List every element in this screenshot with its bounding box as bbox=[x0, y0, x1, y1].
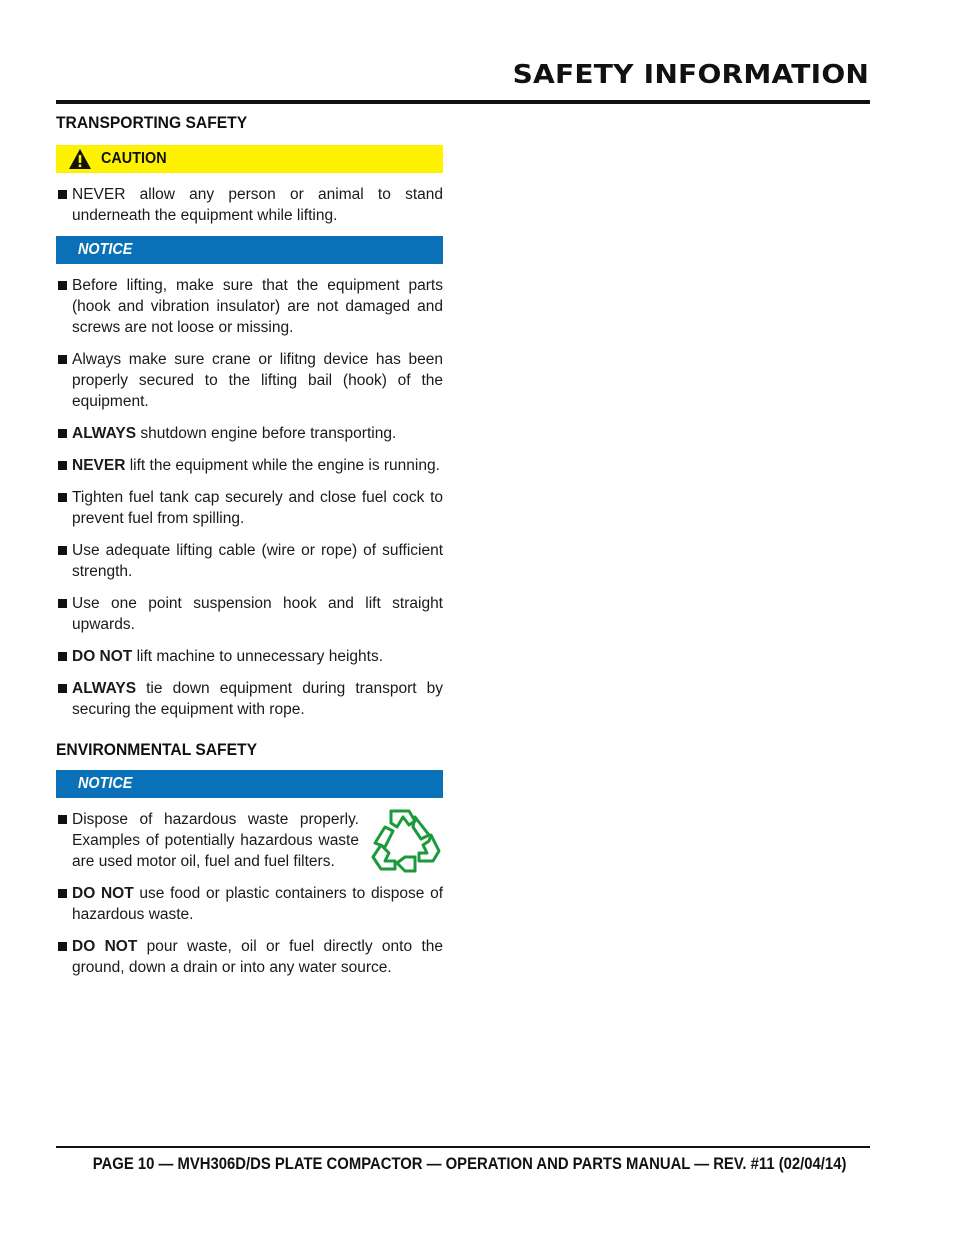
notice-list bbox=[56, 275, 443, 720]
list-item bbox=[56, 184, 443, 226]
caution-bar bbox=[56, 145, 443, 173]
header-rule bbox=[56, 100, 870, 104]
bullet-square-icon bbox=[58, 599, 67, 608]
list-item bbox=[56, 275, 443, 338]
item-bold: ALWAYS bbox=[72, 680, 137, 697]
item-bold: DO NOT bbox=[72, 648, 133, 665]
list-item bbox=[56, 423, 443, 444]
bullet-square-icon bbox=[58, 889, 67, 898]
item-text: Dispose of hazardous waste properly. Examples of potentially hazardous waste are used motor oil, fuel and fuel filters. bbox=[72, 811, 359, 870]
warning-triangle-icon bbox=[68, 148, 92, 170]
list-item bbox=[56, 646, 443, 667]
list-item bbox=[56, 540, 443, 582]
bullet-square-icon bbox=[58, 684, 67, 693]
bullet-square-icon bbox=[58, 461, 67, 470]
item-text: Tighten fuel tank cap securely and close fuel cock to prevent fuel from spilling. bbox=[72, 489, 443, 527]
bullet-square-icon bbox=[58, 815, 67, 824]
notice-label: NOTICE bbox=[78, 775, 133, 792]
item-text: pour waste, oil or fuel directly onto the ground, down a drain or into any water source. bbox=[72, 938, 443, 976]
item-text: Before lifting, make sure that the equipment parts (hook and vibration insulator) are not damaged and screws are not loose or missing. bbox=[72, 277, 443, 336]
item-bold: DO NOT bbox=[72, 885, 134, 902]
bullet-square-icon bbox=[58, 493, 67, 502]
caution-list bbox=[56, 184, 443, 226]
item-text: Use one point suspension hook and lift straight upwards. bbox=[72, 595, 443, 633]
page-footer: PAGE 10 — MVH306D/DS PLATE COMPACTOR — OPERATION AND PARTS MANUAL — REV. #11 (02/04/14) bbox=[92, 1155, 846, 1173]
item-text: Use adequate lifting cable (wire or rope) of sufficient strength. bbox=[72, 542, 443, 580]
list-item bbox=[56, 455, 443, 476]
content-column bbox=[56, 113, 443, 978]
item-text: lift machine to unnecessary heights. bbox=[132, 648, 383, 665]
bullet-square-icon bbox=[58, 190, 67, 199]
bullet-square-icon bbox=[58, 942, 67, 951]
item-text: NEVER allow any person or animal to stand underneath the equipment while lifting. bbox=[72, 186, 443, 224]
list-item bbox=[56, 936, 443, 978]
item-text: shutdown engine before transporting. bbox=[136, 425, 397, 442]
item-text: use food or plastic containers to dispose of hazardous waste. bbox=[72, 885, 443, 923]
notice-bar bbox=[56, 236, 443, 264]
transporting-safety-heading: TRANSPORTING SAFETY bbox=[56, 113, 248, 132]
item-text: Always make sure crane or lifitng device has been properly secured to the lifting bail (hook) of the equipment. bbox=[72, 351, 443, 410]
bullet-square-icon bbox=[58, 429, 67, 438]
list-item bbox=[56, 487, 443, 529]
list-item bbox=[56, 593, 443, 635]
bullet-square-icon bbox=[58, 355, 67, 364]
environmental-list bbox=[56, 809, 443, 978]
item-bold: DO NOT bbox=[72, 938, 138, 955]
bullet-square-icon bbox=[58, 546, 67, 555]
footer-rule bbox=[56, 1146, 870, 1148]
item-bold: NEVER bbox=[72, 457, 126, 474]
page-header-title: SAFETY INFORMATION bbox=[512, 60, 869, 90]
bullet-square-icon bbox=[58, 281, 67, 290]
list-item bbox=[56, 883, 443, 925]
item-text: lift the equipment while the engine is running. bbox=[125, 457, 440, 474]
list-item bbox=[56, 809, 443, 872]
item-bold: ALWAYS bbox=[72, 425, 137, 442]
caution-label: CAUTION bbox=[101, 150, 167, 167]
notice-label: NOTICE bbox=[78, 241, 133, 258]
list-item bbox=[56, 349, 443, 412]
bullet-square-icon bbox=[58, 652, 67, 661]
recycle-icon bbox=[369, 805, 443, 877]
environmental-safety-heading: ENVIRONMENTAL SAFETY bbox=[56, 740, 258, 759]
environmental-notice-bar bbox=[56, 770, 443, 798]
item-text: tie down equipment during transport by securing the equipment with rope. bbox=[72, 680, 443, 718]
list-item bbox=[56, 678, 443, 720]
